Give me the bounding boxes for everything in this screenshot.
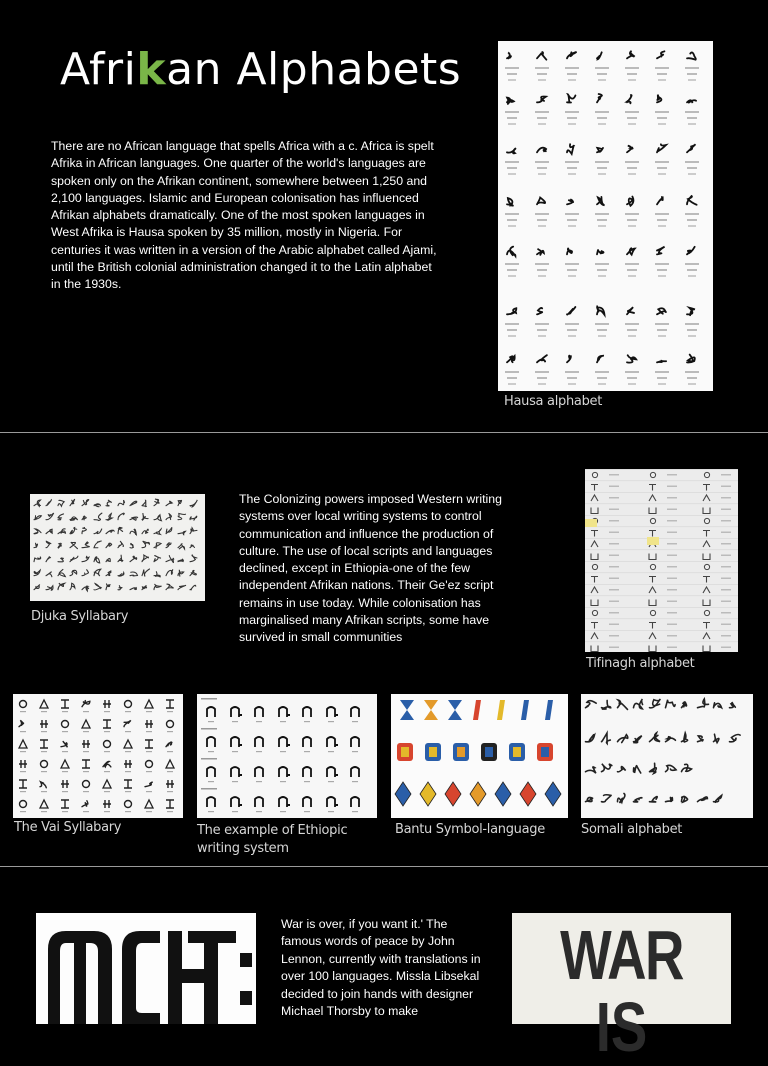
mcst-artwork-image — [36, 913, 256, 1024]
vai-caption: The Vai Syllabary — [14, 820, 122, 835]
somali-alphabet-image — [581, 694, 753, 818]
ethiopic-caption: The example of Ethiopic writing system — [197, 823, 348, 856]
intro-paragraph: There are no African language that spells Africa with a c. Africa is spelt Afrika in African languages. One quarter of the world's languages are spoken only on the Afrikan continent, somewhere between 1,250 and 2,100 languages. Islamic and European colonisation has influenced Afrikan alphabets dramatically. One of the most spoken languages in West Afrika is Hausa spoken by 35 million, mostly in Nigeria. For centuries it was written in a version of the Arabic alphabet called Ajami, until the British colonial administration changed it to the Latin alphabet in the 1930s. — [51, 139, 437, 292]
poster-word-is: IS — [595, 988, 648, 1066]
section-divider-1 — [0, 432, 768, 433]
title-accent-k: k — [136, 44, 167, 95]
djuka-syllabary-image — [30, 494, 205, 601]
war-is-over-paragraph: War is over, if you want it.' The famous words of peace by John Lennon, currently with translations in over 100 languages. Missla Libsekal decided to join hands with designer Michael Thorsby to make — [281, 917, 481, 1019]
bantu-symbol-image — [391, 694, 568, 818]
war-is-over-poster-image — [512, 913, 731, 1066]
poster-word-war: WAR — [560, 916, 683, 994]
hausa-alphabet-image — [498, 41, 713, 391]
page-title: Afrikan Alphabets — [60, 44, 462, 95]
djuka-caption: Djuka Syllabary — [31, 609, 129, 624]
tifinagh-caption: Tifinagh alphabet — [586, 656, 695, 671]
bantu-caption: Bantu Symbol-language — [395, 822, 545, 837]
ethiopic-image — [197, 694, 377, 818]
hausa-caption: Hausa alphabet — [504, 394, 603, 409]
tifinagh-alphabet-image — [585, 469, 738, 652]
somali-caption: Somali alphabet — [581, 822, 683, 837]
vai-syllabary-image — [13, 694, 183, 818]
section-divider-2 — [0, 866, 768, 867]
colonizing-paragraph: The Colonizing powers imposed Western writing systems over local writing systems to control communication and influence the production of culture. The use of local scripts and languages declined, except in Ethiopia-one of the few independent Afrikan nations. Their Ge'ez script remains in use today. While colonisation has marginalised many Afrikan scripts, some have survived in small communities — [239, 492, 502, 645]
